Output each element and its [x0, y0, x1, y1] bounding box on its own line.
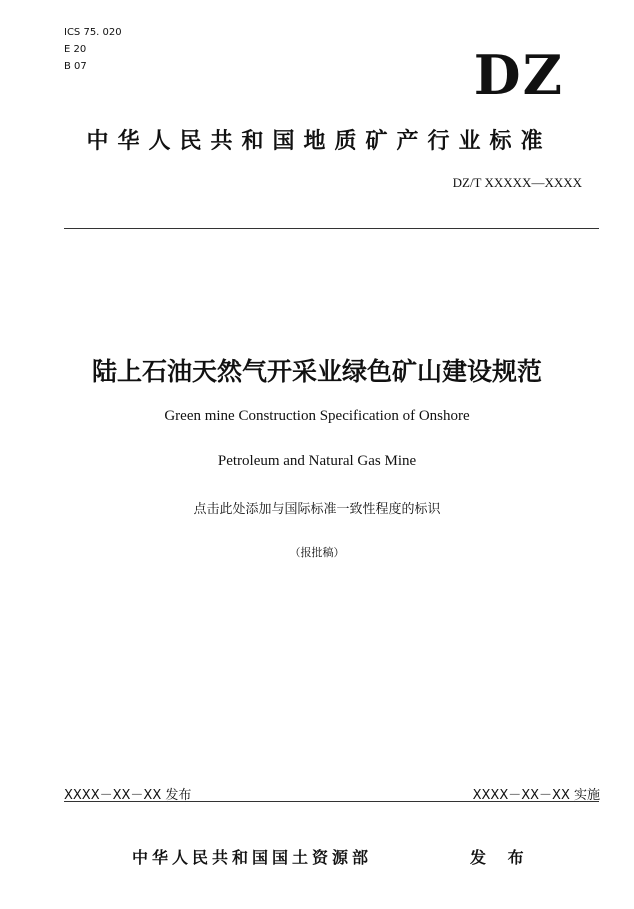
ics-code: ICS 75. 020	[64, 27, 122, 38]
ccs-code: E 20	[64, 44, 87, 55]
document-title-en-line2: Petroleum and Natural Gas Mine	[217, 453, 417, 469]
implementation-date: XXXX－XX－XX 实施	[472, 788, 600, 803]
issue-date: XXXX－XX－XX 发布	[64, 788, 192, 803]
bureau-title: 中华人民共和国地质矿产行业标准	[86, 129, 552, 154]
draft-status: （报批稿）	[289, 546, 345, 559]
document-title-cn: 陆上石油天然气开采业绿色矿山建设规范	[91, 357, 542, 386]
publish-label: 发 布	[470, 848, 532, 867]
filing-code: B 07	[64, 61, 87, 72]
bottom-divider	[64, 801, 599, 802]
standard-number: DZ/T XXXXX—XXXX	[452, 175, 582, 190]
issuing-authority: 中华人民共和国国土资源部	[132, 848, 373, 867]
document-title-en-line1: Green mine Construction Specification of Onshore	[164, 408, 470, 424]
dz-logo: DZ	[473, 43, 564, 107]
top-divider	[64, 228, 599, 229]
consistency-placeholder[interactable]: 点击此处添加与国际标准一致性程度的标识	[193, 502, 441, 517]
